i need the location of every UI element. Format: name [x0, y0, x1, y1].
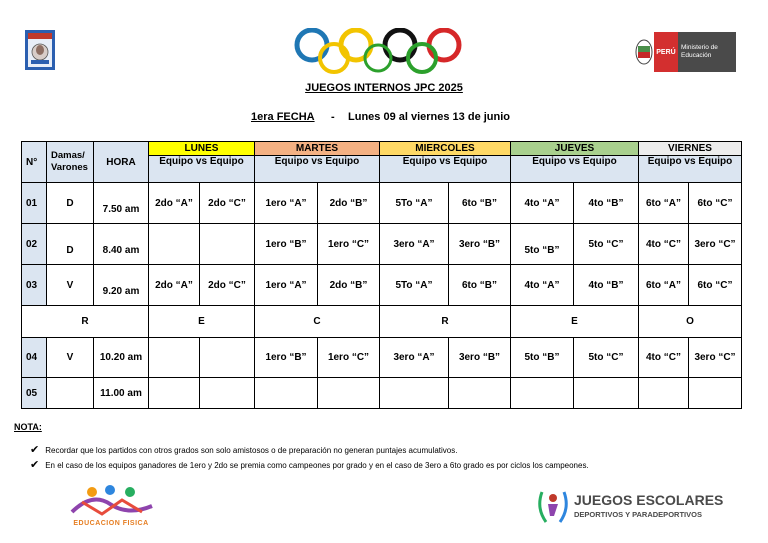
- header-row: [22, 142, 742, 156]
- juegos-escolares-logo: [536, 488, 741, 528]
- match-cell: 3ero “A”: [380, 224, 449, 265]
- match-cell: [200, 338, 255, 378]
- match-cell: [255, 378, 318, 409]
- match-cell: 6to “C”: [689, 183, 742, 224]
- peru-label: PERÚ: [654, 32, 678, 72]
- match-cell: 2do “A”: [149, 265, 200, 306]
- match-cell: 6to “B”: [449, 265, 511, 306]
- ministry-logo: [634, 32, 736, 72]
- sub-viernes: Equipo vs Equipo: [639, 156, 742, 183]
- match-cell: 3ero “C”: [689, 224, 742, 265]
- table-row: [22, 183, 742, 224]
- match-cell: 6to “A”: [639, 265, 689, 306]
- educacion-fisica-logo: [52, 482, 170, 532]
- match-cell: 5To “A”: [380, 265, 449, 306]
- match-cell: 1ero “C”: [318, 338, 380, 378]
- match-cell: 1ero “A”: [255, 265, 318, 306]
- row-hora: 7.50 am: [94, 183, 149, 224]
- match-cell: 5To “A”: [380, 183, 449, 224]
- page-title: JUEGOS INTERNOS JPC 2025: [305, 82, 463, 94]
- row-number: 01: [22, 183, 47, 224]
- row-gender: D: [47, 224, 94, 265]
- match-cell: 2do “B”: [318, 183, 380, 224]
- ministry-label: Ministerio de Educación: [678, 32, 736, 72]
- match-cell: 4to “C”: [639, 338, 689, 378]
- recreo-row: [22, 306, 742, 338]
- match-cell: [511, 378, 574, 409]
- match-cell: 1ero “A”: [255, 183, 318, 224]
- match-cell: [574, 378, 639, 409]
- match-cell: 6to “A”: [639, 183, 689, 224]
- row-number: 04: [22, 338, 47, 378]
- match-cell: 5to “C”: [574, 224, 639, 265]
- table-row: [22, 265, 742, 306]
- match-cell: [380, 378, 449, 409]
- match-cell: 1ero “B”: [255, 224, 318, 265]
- match-cell: [689, 378, 742, 409]
- match-cell: 6to “B”: [449, 183, 511, 224]
- sub-lunes: Equipo vs Equipo: [149, 156, 255, 183]
- day-lunes: LUNES: [149, 142, 255, 156]
- fecha-label: 1era FECHA: [251, 111, 315, 123]
- row-number: 02: [22, 224, 47, 265]
- match-cell: 2do “C”: [200, 265, 255, 306]
- match-cell: 4to “A”: [511, 265, 574, 306]
- row-hora: 10.20 am: [94, 338, 149, 378]
- day-miercoles: MIERCOLES: [380, 142, 511, 156]
- juegos-escolares-sub: DEPORTIVOS Y PARADEPORTIVOS: [574, 510, 702, 519]
- match-cell: 4to “B”: [574, 183, 639, 224]
- nota-title: NOTA:: [14, 422, 42, 432]
- match-cell: 2do “B”: [318, 265, 380, 306]
- row-gender: D: [47, 183, 94, 224]
- match-cell: 2do “C”: [200, 183, 255, 224]
- match-cell: [318, 378, 380, 409]
- match-cell: 5to “B”: [511, 224, 574, 265]
- row-gender: V: [47, 338, 94, 378]
- row-hora: 11.00 am: [94, 378, 149, 409]
- row-hora: 8.40 am: [94, 224, 149, 265]
- match-cell: 3ero “C”: [689, 338, 742, 378]
- checkmark-icon: ✔: [30, 459, 40, 471]
- sub-jueves: Equipo vs Equipo: [511, 156, 639, 183]
- match-cell: 3ero “A”: [380, 338, 449, 378]
- recreo-letter: O: [639, 306, 742, 338]
- recreo-letter: R: [22, 306, 149, 338]
- nota-item: ✔ Recordar que los partidos con otros grados son solo amistosos o de preparación no generan puntajes acumulativos.: [30, 444, 458, 456]
- match-cell: 4to “C”: [639, 224, 689, 265]
- olympic-rings-logo: [288, 28, 480, 74]
- sub-martes: Equipo vs Equipo: [255, 156, 380, 183]
- match-cell: [200, 224, 255, 265]
- row-number: 05: [22, 378, 47, 409]
- match-cell: [149, 338, 200, 378]
- school-crest-logo: [25, 30, 55, 70]
- col-gender-header: Damas/ Varones: [47, 142, 94, 183]
- recreo-letter: E: [511, 306, 639, 338]
- recreo-letter: E: [149, 306, 255, 338]
- match-cell: 1ero “C”: [318, 224, 380, 265]
- recreo-letter: C: [255, 306, 380, 338]
- date-range: Lunes 09 al viernes 13 de junio: [348, 111, 511, 123]
- checkmark-icon: ✔: [30, 444, 40, 456]
- table-row: [22, 224, 742, 265]
- row-hora: 9.20 am: [94, 265, 149, 306]
- juegos-escolares-title: JUEGOS ESCOLARES: [574, 492, 724, 508]
- match-cell: 3ero “B”: [449, 338, 511, 378]
- match-cell: 5to “B”: [511, 338, 574, 378]
- match-cell: [149, 378, 200, 409]
- match-cell: [200, 378, 255, 409]
- match-cell: 4to “B”: [574, 265, 639, 306]
- match-cell: [149, 224, 200, 265]
- match-cell: 1ero “B”: [255, 338, 318, 378]
- col-n-header: N°: [22, 142, 47, 183]
- schedule-table: [21, 141, 742, 409]
- fecha-dash: -: [331, 111, 335, 123]
- table-row: [22, 378, 742, 409]
- juegos-emblem-icon: [536, 488, 570, 526]
- row-gender: [47, 378, 94, 409]
- col-hora-header: HORA: [94, 142, 149, 183]
- match-cell: 2do “A”: [149, 183, 200, 224]
- match-cell: 4to “A”: [511, 183, 574, 224]
- sub-miercoles: Equipo vs Equipo: [380, 156, 511, 183]
- match-cell: [639, 378, 689, 409]
- ed-fisica-label: EDUCACION FISICA: [73, 520, 149, 527]
- recreo-letter: R: [380, 306, 511, 338]
- match-cell: 5to “C”: [574, 338, 639, 378]
- day-martes: MARTES: [255, 142, 380, 156]
- day-jueves: JUEVES: [511, 142, 639, 156]
- nota-item: ✔ En el caso de los equipos ganadores de 1ero y 2do se premia como campeones por grado y en el caso de 3ero a 6to grado es por ciclos los campeones.: [30, 459, 589, 471]
- peru-shield-icon: [634, 32, 654, 72]
- table-row: [22, 338, 742, 378]
- day-viernes: VIERNES: [639, 142, 742, 156]
- match-cell: [449, 378, 511, 409]
- match-cell: 6to “C”: [689, 265, 742, 306]
- match-cell: 3ero “B”: [449, 224, 511, 265]
- row-gender: V: [47, 265, 94, 306]
- row-number: 03: [22, 265, 47, 306]
